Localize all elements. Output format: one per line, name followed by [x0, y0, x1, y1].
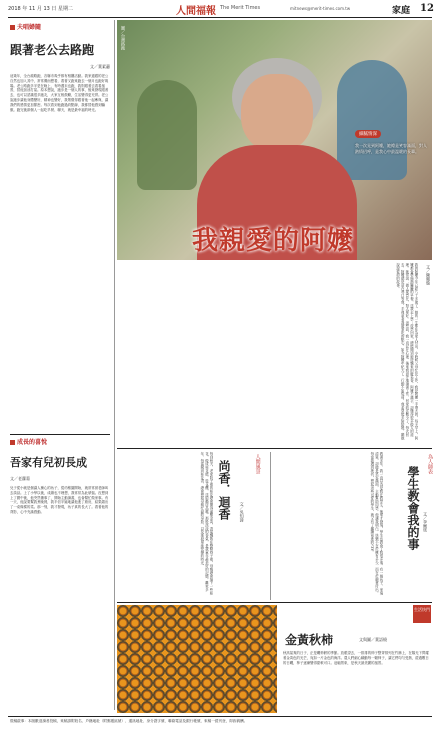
article-title: 吾家有兒初長成: [10, 456, 87, 469]
section-label-text: 為人師表: [427, 454, 433, 474]
section-badge-text: 生活快門: [414, 607, 430, 612]
issue-date: 2018 年 11 月 13 日 星期二: [8, 6, 73, 12]
column-rule: [270, 452, 271, 600]
newspaper-logo-en: The Merit Times: [220, 5, 261, 11]
article-title: 學生教會我的事: [406, 466, 420, 550]
photo-feature-persimmon: [117, 605, 432, 715]
article-title: 金黃秋柿: [285, 633, 334, 647]
article-title: 尚香．迴香: [217, 460, 231, 520]
byline: 文／老蘿蔔: [10, 476, 30, 481]
background-person: [137, 80, 197, 190]
byline: 文／李爾瑤: [423, 512, 428, 532]
article-teacher: [273, 452, 432, 600]
footer-notice: 徵稿啟事：本版歡迎讀者投稿，來稿請附姓名、戶籍地址（附郵遞區號）、通訊地址、身分證字號、聯絡電話及銀行帳號，來稿一經刊登，即致稿酬。: [10, 719, 248, 723]
section-tag-icon: [10, 440, 15, 445]
persimmon-photo: [117, 605, 277, 713]
divider: [10, 434, 110, 435]
contact-email: mitnews@merit-times.com.tw: [290, 6, 351, 11]
divider: [117, 448, 432, 449]
footer-rule: [8, 716, 432, 717]
article-incense: [117, 452, 267, 600]
section-label-text: 人間風景: [254, 454, 261, 474]
article-body: 兒子從小就是個讓人操心的孩子，從幼稚園開始，就常常被老師叫去談話。上了小學以後，成績也不理想，我常常為此煩惱。沒想到上了國中後，他突然懂事了，開始主動讀書，也會幫忙做家事。有一天，他說要幫我煮晚餐，我半信半疑地讓他進了廚房，結果端出了一桌像樣的菜。那一刻，我才發現，孩子真的長大了。看著他的背影，心中充滿感動。: [10, 486, 109, 514]
section-tag-icon: [10, 25, 15, 30]
grandma-face: [241, 74, 313, 152]
section-label: 成長的喜悅: [17, 439, 48, 446]
article-left-top: [10, 22, 110, 432]
article-body: 教書多年，我一直以為是我在教學生，後來才發現，學生也教會了我很多事。有一個孩子，家境清寒，卻總是笑容滿面，主動幫助同學。他讓我明白，快樂不在於擁有多少，而在於願意付出。每當我遇到挫折，想起這些可愛的學生，就又有了繼續前進的力量。: [369, 452, 383, 595]
byline: 文／陳珮璇: [426, 265, 431, 285]
section-name: 家庭: [392, 6, 411, 16]
section-label: 夫唱婦隨: [17, 24, 42, 31]
quote-label: 細膩情深: [355, 130, 381, 138]
photo-credit: 圖／台灣路跑: [121, 26, 126, 50]
byline: 文／葉素蕙: [90, 64, 110, 69]
newspaper-logo: 人間福報: [176, 6, 216, 17]
feature-photo: [117, 20, 432, 260]
masthead: [8, 3, 432, 17]
feature-article: [117, 263, 432, 445]
article-body: 每到秋天，老家院子裡的桂花總會開得滿樹金黃，香氣飄散在整條巷子裡。母親總會摘下一些桂花，做成桂花糕、桂花釀，送給鄰居品嚐。那股淡淡的香氣，是我童年最美好的記憶。離家多年，每當聞到桂花香，總會想起母親忙碌的身影，以及那段單純快樂的時光。: [199, 452, 213, 595]
quote-text: 我一次見到阿嬤，她總是笑容滿面，對人熱情招呼，是我心中最溫暖的長輩。: [355, 143, 427, 154]
divider: [117, 602, 432, 603]
feature-title: 我親愛的阿嬤: [192, 226, 355, 256]
article-body: 秋高氣爽的日子，正是曬柿餅的季節。放眼望去，一排排的柿子整齊排列在竹篩上，在陽光下閃耀著金黃色的光芒，宛如一片金色的海洋。農人們細心翻動每一顆柿子，讓它們均勻受熱，經過數日的日曬，柿子逐漸變得甜軟可口。這幅景象，是秋天最美麗的風景。: [283, 651, 429, 665]
section-label: [255, 454, 260, 474]
column-rule: [114, 20, 115, 710]
quote-box: [355, 120, 427, 180]
article-left-bottom: [10, 437, 110, 707]
article-body: 這幾年，全台瘋路跑，各縣市幾乎都有相關活動。我家還跟的老公自然也加入其中，常常偶而想看，看著又跑來跑去一個月也跑好幾場。老公路跑多半是在晚上，有時週末也跑，我則跟著去看看風景，替他加油打氣。原本想說，跑步是一個人的事，後來發現跟著去，也可以認識很多跑友，大家互相鼓勵，生活變得更充實。老公說跑步讓他身體變好，精神也變好，我則覺得跟著他一起參與，讓我們的感情更加緊密。每次看到他跑過終點線，我都替他感到驕傲。跑完後兩個人一起吃早餐、聊天，就是最幸福的時光。: [10, 74, 109, 112]
article-title: 跟著老公去路跑: [10, 43, 95, 57]
byline: 文／吳知諦: [239, 502, 245, 522]
article-body: 我的阿嬤今年已經八十多歲了，她的一生都在為家人付出。小時候父母忙於工作，我是阿嬤一手帶大的。每天早上，阿嬤都會準備熱騰騰的早餐，送我去上學；放學回家，總能聞到廚房飄來的飯菜香。阿嬤不識字，卻懂得很多做人的道理。她常說：做人要實在，對人要好。這些話，我一直記在心裡。後來我到外地讀書工作，回家的次數少了，每次回去，阿嬤總是站在巷口等我，手裡拿著我最愛吃的點心。如今阿嬤年紀大了，行動不如從前，我希望能多陪陪她，聽她說說從前的故事。: [395, 263, 418, 440]
byline: 文與圖／葉語燒: [359, 637, 387, 642]
masthead-rule: [8, 17, 432, 18]
page-number: 12: [420, 3, 434, 14]
section-label: [427, 454, 432, 474]
section-badge: [413, 605, 431, 623]
